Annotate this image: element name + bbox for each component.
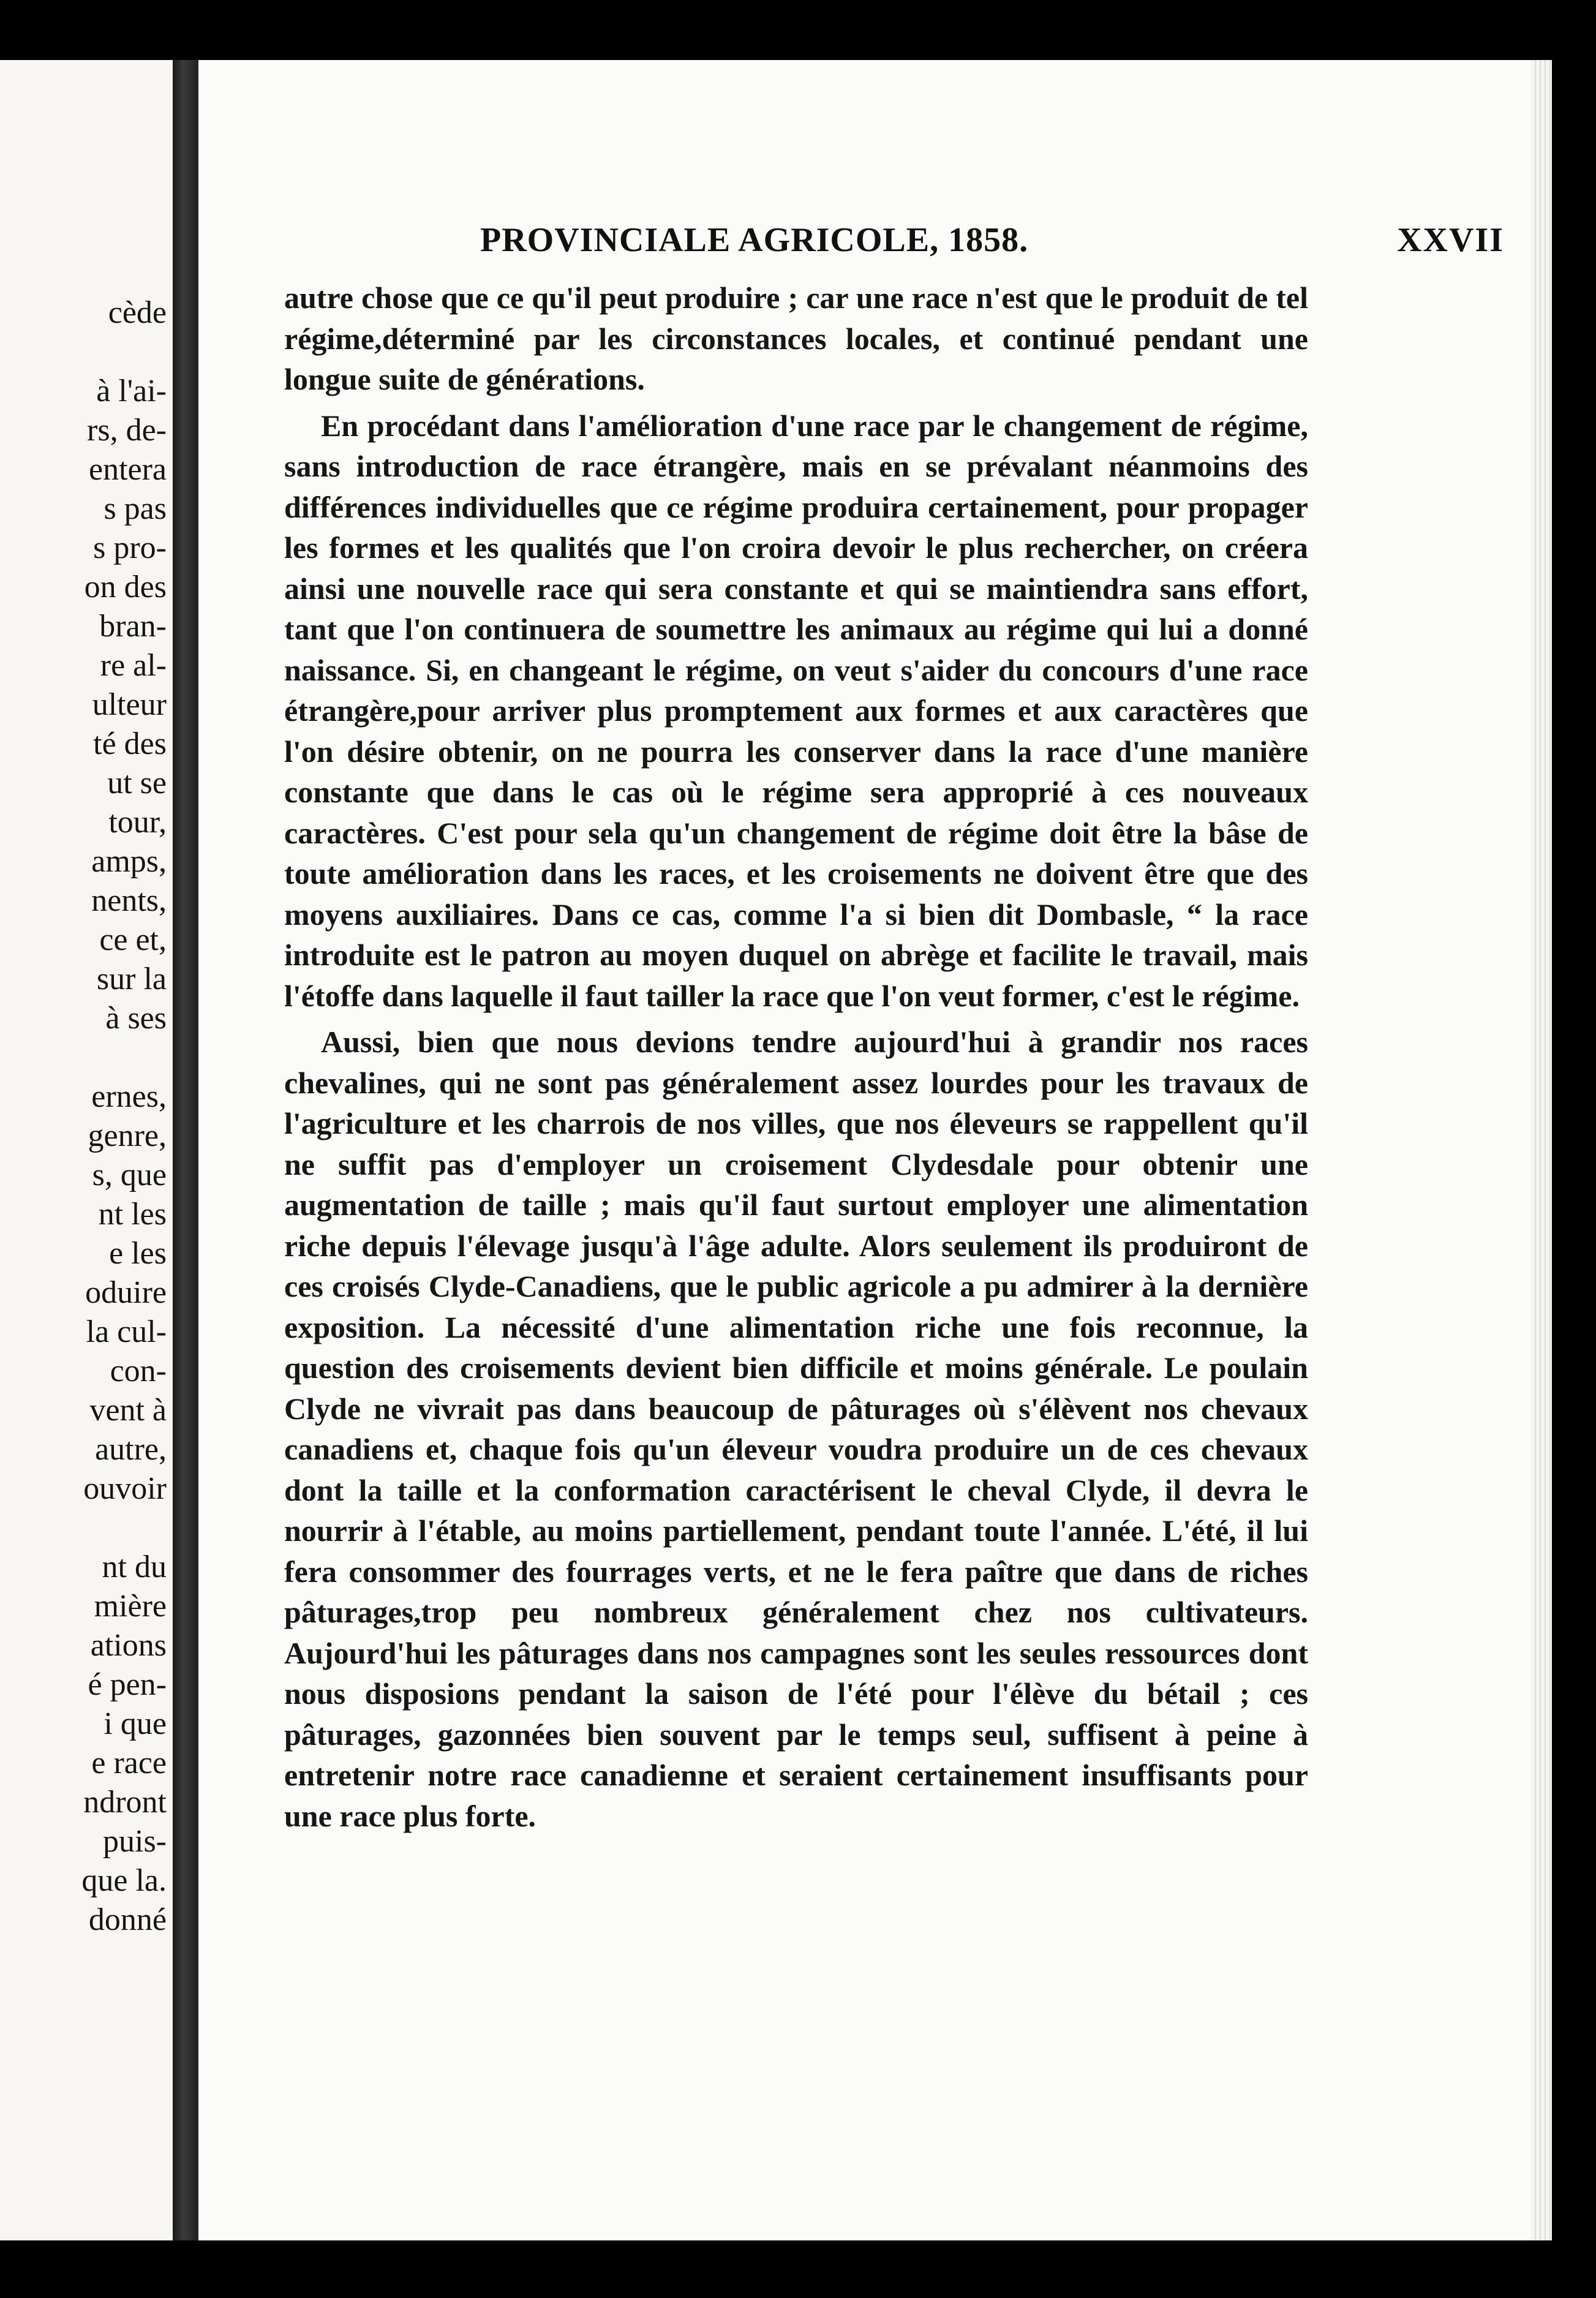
- left-page-line: mière: [94, 1589, 167, 1624]
- left-page-line: sur la: [96, 962, 167, 996]
- left-page-line: puis-: [103, 1824, 167, 1859]
- left-page-line: nents,: [91, 883, 167, 918]
- left-page-line: à ses: [105, 1001, 167, 1036]
- book-page: [198, 60, 1552, 2240]
- left-page-line: amps,: [91, 844, 167, 879]
- paragraph-continuation: autre chose que ce qu'il peut produire ; car une race n'est que le produit de tel régime,déterminé par les circonstances locales, et continué pendant une longue suite de générations.: [284, 281, 1308, 396]
- left-page-line: ations: [90, 1628, 167, 1663]
- left-page-line: con-: [110, 1354, 167, 1388]
- paragraph: Aussi, bien que nous devions tendre aujourd'hui à grandir nos races chevalines, qui ne sont pas généralement assez lourdes pour les travaux de l'agriculture et les charrois de nos villes, que nos éleveurs se rappellent qu'il ne suffit pas d'employer un croisement Clydesdale pour obtenir une augmentation de taille ; mais qu'il faut surtout employer une alimentation riche depuis l'élevage jusqu'à l'âge adulte. Alors seulement ils produiront de ces croisés Clyde-Canadiens, que le public agricole a pu admirer à la dernière exposition. La nécessité d'une alimentation riche une fois reconnue, la question des croisements devient bien difficile et moins générale. Le poulain Clyde ne vivrait pas dans beaucoup de pâturages où s'élèvent nos chevaux canadiens et, chaque fois qu'un éleveur voudra produire un de ces chevaux dont la taille et la conformation caractérisent le cheval Clyde, il devra le nourrir à l'étable, au moins partiellement, pendant toute l'année. L'été, il lui fera consommer des fourrages verts, et ne le fera paître que dans de riches pâturages,trop peu nombreux généralement chez nos cultivateurs. Aujourd'hui les pâturages dans nos campagnes sont les seules ressources dont nous disposions pendant la saison de l'été pour l'élève du bétail ; ces pâturages, gazonnées bien souvent par le temps seul, suffisent à peine à entretenir notre race canadienne et seraient certainement insuffisants pour une race plus forte.: [284, 1025, 1308, 1833]
- left-page-line: rs, de-: [87, 413, 167, 448]
- left-page-line: que la.: [81, 1863, 167, 1898]
- left-page-line: nt les: [98, 1197, 167, 1232]
- left-page-line: ndront: [83, 1785, 167, 1820]
- left-page-line: la cul-: [86, 1314, 167, 1349]
- left-page-line: ce et,: [99, 922, 167, 957]
- body-text: [284, 277, 1308, 1842]
- left-page-line: s, que: [92, 1158, 167, 1192]
- running-title: PROVINCIALE AGRICOLE, 1858.: [480, 221, 1029, 259]
- left-page-line: té des: [93, 726, 167, 761]
- left-page-line: ulteur: [92, 687, 167, 722]
- left-page-line: e les: [109, 1236, 167, 1271]
- left-page-line: i que: [104, 1706, 167, 1741]
- left-page-line: donné: [88, 1902, 167, 1937]
- left-page-line: tour,: [108, 805, 167, 840]
- left-page-line: nt du: [102, 1550, 167, 1584]
- left-page-line: ouvoir: [83, 1471, 167, 1506]
- left-page-line: s pas: [104, 491, 167, 526]
- left-page-line: bran-: [99, 609, 167, 644]
- page-number: XXVII: [1397, 221, 1504, 259]
- book-gutter: [173, 60, 198, 2240]
- left-page-line: genre,: [88, 1118, 167, 1153]
- left-page-line: vent à: [89, 1393, 167, 1428]
- left-page-line: à l'ai-: [96, 374, 167, 409]
- left-page-line: re al-: [100, 648, 167, 683]
- left-page-line: e race: [91, 1746, 167, 1780]
- left-page-line: ut se: [107, 766, 167, 801]
- left-page-line: on des: [84, 570, 167, 605]
- previous-page-fragment: [0, 60, 173, 2240]
- left-page-line: autre,: [95, 1432, 167, 1467]
- running-header: [480, 220, 1504, 269]
- left-page-line: s pro-: [93, 530, 167, 565]
- left-page-line: ernes,: [91, 1079, 167, 1114]
- left-page-line: cède: [108, 295, 167, 330]
- left-page-line: entera: [88, 452, 167, 487]
- page-edge: [1531, 60, 1552, 2240]
- left-page-line: é pen-: [88, 1667, 167, 1702]
- paragraph: En procédant dans l'amélioration d'une race par le changement de régime, sans introduction de race étrangère, mais en se prévalant néanmoins des différences individuelles que ce régime produira certainement, pour propager les formes et les qualités que l'on croira devoir le plus rechercher, on créera ainsi une nouvelle race qui sera constante et qui se maintiendra sans effort, tant que l'on continuera de soumettre les animaux au régime qui lui a donné naissance. Si, en changeant le régime, on veut s'aider du concours d'une race étrangère,pour arriver plus promptement aux formes et aux caractères que l'on désire obtenir, on ne pourra les conserver dans la race d'une manière constante que dans le cas où le régime sera approprié à ces nouveaux caractères. C'est pour sela qu'un changement de régime doit être la bâse de toute amélioration dans les races, et les croisements ne doivent être que des moyens auxiliaires. Dans ce cas, comme l'a si bien dit Dombasle, “ la race introduite est le patron au moyen duquel on abrège et facilite le travail, mais l'étoffe dans laquelle il faut tailler la race que l'on veut former, c'est le régime.: [284, 408, 1308, 1013]
- left-page-line: oduire: [85, 1275, 167, 1310]
